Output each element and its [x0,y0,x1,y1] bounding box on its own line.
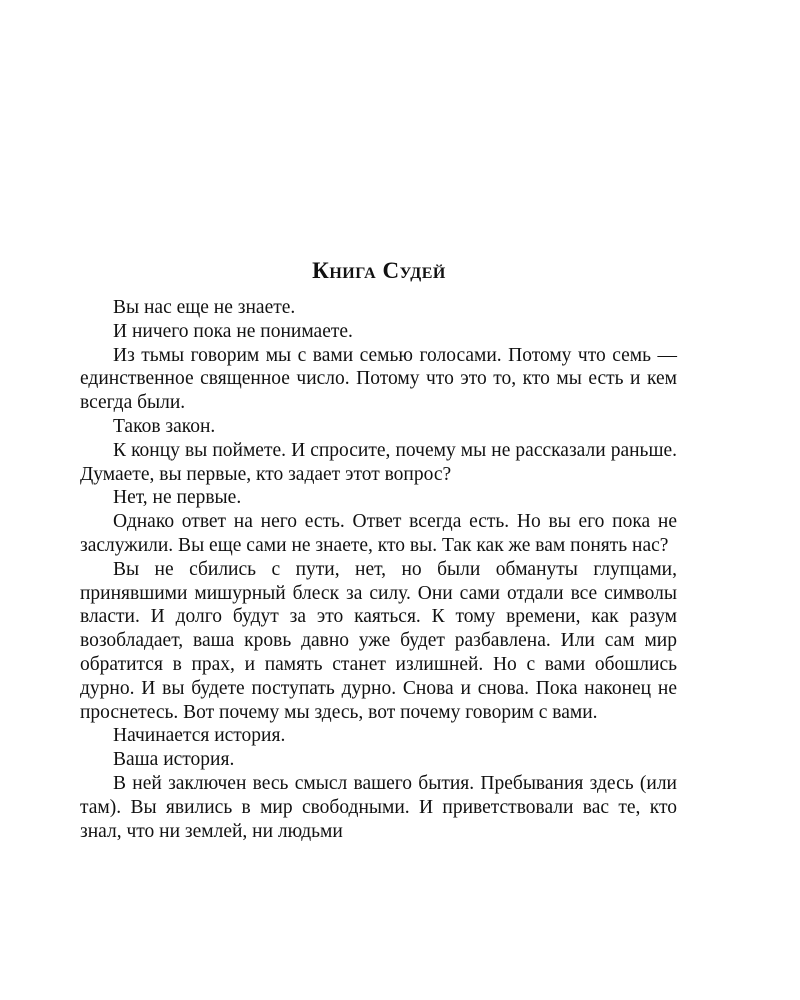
paragraph: И ничего пока не понимаете. [113,320,353,342]
paragraph: Вы не сбились с пути, нет, но были обмануты глупцами, принявшими мишурный блеск за силу. Они сами отдали все символы власти. И долго будут за это каяться. К тому времени, как разум возобладает, ваша кровь давно уже будет разбавлена. Или сам мир обратится в прах, и память станет излишней. Но с вами обошлись дурно. И вы будете поступать дурно. Снова и снова. Пока наконец не проснетесь. Вот почему мы здесь, вот почему говорим с вами. [80,558,677,723]
paragraph: Начинается история. [113,725,286,747]
paragraph: Однако ответ на него есть. Ответ всегда есть. Но вы его пока не заслужили. Вы еще сами не знаете, кто вы. Так как же вам понять нас? [80,511,677,556]
chapter-body [80,296,677,843]
paragraph: Таков закон. [113,415,216,437]
paragraph: Ваша история. [113,749,235,771]
chapter-title [0,256,758,286]
chapter-title-text: Книга Судей [312,258,446,283]
paragraph: К концу вы поймете. И спросите, почему мы не рассказали раньше. Думаете, вы первые, кто задает этот вопрос? [80,439,677,485]
paragraph: Из тьмы говорим мы с вами семью голосами. Потому что семь — единственное священное число. Потому что это то, кто мы есть и кем всегда были. [80,344,677,414]
paragraph: В ней заключен весь смысл вашего бытия. Пребывания здесь (или там). Вы явились в мир свободными. И приветствовали вас те, кто знал, что ни землей, ни людьми [80,772,677,842]
paragraph: Вы нас еще не знаете. [113,297,296,318]
paragraph: Нет, не первые. [113,487,242,509]
